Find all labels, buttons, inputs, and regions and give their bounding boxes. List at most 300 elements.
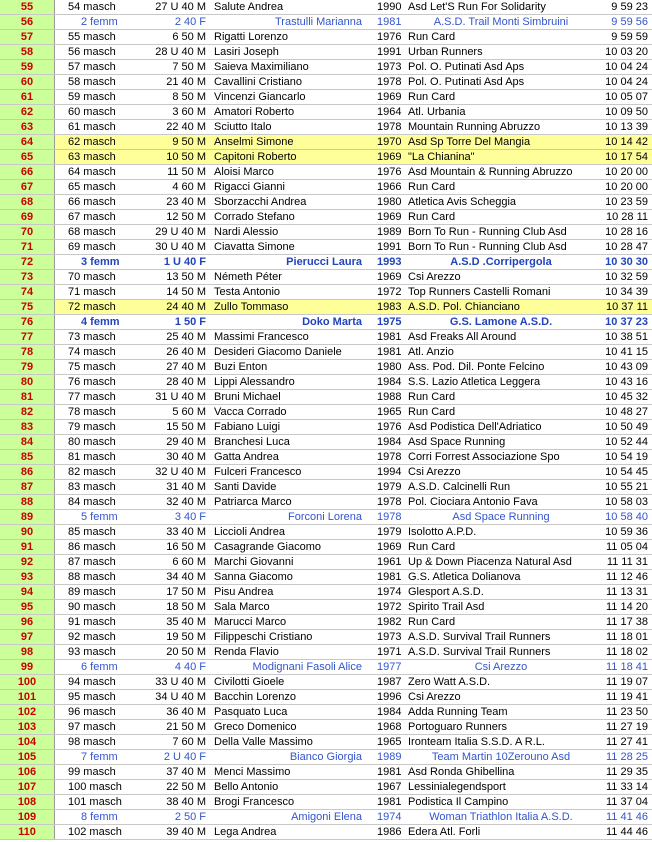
athlete-name-cell: Forconi Lorena xyxy=(212,510,372,525)
birth-year-cell: 1983 xyxy=(372,300,406,315)
club-cell: "La Chianina" xyxy=(406,150,594,165)
finish-time-cell: 11 05 04 xyxy=(594,540,652,555)
club-cell: Atl. Anzio xyxy=(406,345,594,360)
athlete-name-cell: Filippeschi Cristiano xyxy=(212,630,372,645)
position-cell: 94 xyxy=(0,585,55,600)
athlete-name-cell: Testa Antonio xyxy=(212,285,372,300)
club-cell: Top Runners Castelli Romani xyxy=(406,285,594,300)
position-cell: 81 xyxy=(0,390,55,405)
athlete-name-cell: Fabiano Luigi xyxy=(212,420,372,435)
table-row xyxy=(0,60,652,75)
category-code-cell: 24 40 M xyxy=(131,300,212,315)
finish-time-cell: 10 41 15 xyxy=(594,345,652,360)
athlete-name-cell: Amatori Roberto xyxy=(212,105,372,120)
birth-year-cell: 1989 xyxy=(372,225,406,240)
finish-time-cell: 11 19 41 xyxy=(594,690,652,705)
birth-year-cell: 1972 xyxy=(372,285,406,300)
birth-year-cell: 1984 xyxy=(372,435,406,450)
club-cell: Podistica Il Campino xyxy=(406,795,594,810)
birth-year-cell: 1991 xyxy=(372,240,406,255)
category-code-cell: 35 40 M xyxy=(131,615,212,630)
birth-year-cell: 1988 xyxy=(372,390,406,405)
position-cell: 96 xyxy=(0,615,55,630)
club-cell: Pol. O. Putinati Asd Aps xyxy=(406,75,594,90)
athlete-name-cell: Pisu Andrea xyxy=(212,585,372,600)
finish-time-cell: 11 17 38 xyxy=(594,615,652,630)
category-rank-cell: 6 femm xyxy=(55,660,132,675)
club-cell: Team Martin 10Zerouno Asd xyxy=(406,750,594,765)
table-row xyxy=(0,300,652,315)
finish-time-cell: 10 05 07 xyxy=(594,90,652,105)
club-cell: Run Card xyxy=(406,90,594,105)
finish-time-cell: 11 23 50 xyxy=(594,705,652,720)
club-cell: Asd Freaks All Around xyxy=(406,330,594,345)
finish-time-cell: 11 41 46 xyxy=(594,810,652,825)
club-cell: Run Card xyxy=(406,390,594,405)
athlete-name-cell: Della Valle Massimo xyxy=(212,735,372,750)
club-cell: Born To Run - Running Club Asd xyxy=(406,225,594,240)
finish-time-cell: 10 59 36 xyxy=(594,525,652,540)
category-code-cell: 21 40 M xyxy=(131,75,212,90)
category-code-cell: 37 40 M xyxy=(131,765,212,780)
athlete-name-cell: Saieva Maximiliano xyxy=(212,60,372,75)
position-cell: 98 xyxy=(0,645,55,660)
birth-year-cell: 1984 xyxy=(372,705,406,720)
athlete-name-cell: Rigatti Lorenzo xyxy=(212,30,372,45)
birth-year-cell: 1978 xyxy=(372,495,406,510)
birth-year-cell: 1981 xyxy=(372,795,406,810)
table-row xyxy=(0,750,652,765)
table-row xyxy=(0,165,652,180)
category-code-cell: 27 U 40 M xyxy=(131,0,212,15)
athlete-name-cell: Anselmi Simone xyxy=(212,135,372,150)
birth-year-cell: 1967 xyxy=(372,780,406,795)
position-cell: 57 xyxy=(0,30,55,45)
table-row xyxy=(0,645,652,660)
position-cell: 97 xyxy=(0,630,55,645)
finish-time-cell: 10 54 45 xyxy=(594,465,652,480)
category-rank-cell: 98 masch xyxy=(55,735,132,750)
table-row xyxy=(0,810,652,825)
category-code-cell: 17 50 M xyxy=(131,585,212,600)
category-rank-cell: 91 masch xyxy=(55,615,132,630)
category-rank-cell: 73 masch xyxy=(55,330,132,345)
finish-time-cell: 10 58 03 xyxy=(594,495,652,510)
finish-time-cell: 11 14 20 xyxy=(594,600,652,615)
position-cell: 73 xyxy=(0,270,55,285)
category-rank-cell: 4 femm xyxy=(55,315,132,330)
table-row xyxy=(0,45,652,60)
category-rank-cell: 62 masch xyxy=(55,135,132,150)
table-row xyxy=(0,210,652,225)
position-cell: 62 xyxy=(0,105,55,120)
finish-time-cell: 10 50 49 xyxy=(594,420,652,435)
position-cell: 87 xyxy=(0,480,55,495)
club-cell: Asd Ronda Ghibellina xyxy=(406,765,594,780)
finish-time-cell: 10 38 51 xyxy=(594,330,652,345)
athlete-name-cell: Desideri Giacomo Daniele xyxy=(212,345,372,360)
position-cell: 110 xyxy=(0,825,55,840)
table-row xyxy=(0,30,652,45)
category-code-cell: 3 40 F xyxy=(131,510,212,525)
birth-year-cell: 1981 xyxy=(372,330,406,345)
position-cell: 85 xyxy=(0,450,55,465)
category-code-cell: 16 50 M xyxy=(131,540,212,555)
club-cell: Edera Atl. Forli xyxy=(406,825,594,840)
table-row xyxy=(0,720,652,735)
finish-time-cell: 10 28 11 xyxy=(594,210,652,225)
category-code-cell: 27 40 M xyxy=(131,360,212,375)
position-cell: 79 xyxy=(0,360,55,375)
club-cell: Ass. Pod. Dil. Ponte Felcino xyxy=(406,360,594,375)
club-cell: Run Card xyxy=(406,540,594,555)
finish-time-cell: 10 04 24 xyxy=(594,60,652,75)
position-cell: 83 xyxy=(0,420,55,435)
table-row xyxy=(0,255,652,270)
athlete-name-cell: Gatta Andrea xyxy=(212,450,372,465)
category-code-cell: 6 60 M xyxy=(131,555,212,570)
category-rank-cell: 68 masch xyxy=(55,225,132,240)
category-code-cell: 31 40 M xyxy=(131,480,212,495)
club-cell: Run Card xyxy=(406,405,594,420)
position-cell: 93 xyxy=(0,570,55,585)
position-cell: 72 xyxy=(0,255,55,270)
category-code-cell: 34 40 M xyxy=(131,570,212,585)
position-cell: 67 xyxy=(0,180,55,195)
athlete-name-cell: Liccioli Andrea xyxy=(212,525,372,540)
category-rank-cell: 97 masch xyxy=(55,720,132,735)
club-cell: Pol. O. Putinati Asd Aps xyxy=(406,60,594,75)
category-code-cell: 4 60 M xyxy=(131,180,212,195)
position-cell: 78 xyxy=(0,345,55,360)
table-row xyxy=(0,660,652,675)
position-cell: 108 xyxy=(0,795,55,810)
category-code-cell: 34 U 40 M xyxy=(131,690,212,705)
category-rank-cell: 92 masch xyxy=(55,630,132,645)
finish-time-cell: 10 58 40 xyxy=(594,510,652,525)
club-cell: Asd Space Running xyxy=(406,435,594,450)
birth-year-cell: 1978 xyxy=(372,75,406,90)
birth-year-cell: 1994 xyxy=(372,465,406,480)
category-code-cell: 29 U 40 M xyxy=(131,225,212,240)
table-row xyxy=(0,795,652,810)
birth-year-cell: 1991 xyxy=(372,45,406,60)
birth-year-cell: 1981 xyxy=(372,15,406,30)
category-code-cell: 15 50 M xyxy=(131,420,212,435)
position-cell: 74 xyxy=(0,285,55,300)
table-row xyxy=(0,675,652,690)
finish-time-cell: 10 17 54 xyxy=(594,150,652,165)
athlete-name-cell: Rigacci Gianni xyxy=(212,180,372,195)
finish-time-cell: 10 43 16 xyxy=(594,375,652,390)
category-rank-cell: 72 masch xyxy=(55,300,132,315)
category-rank-cell: 77 masch xyxy=(55,390,132,405)
club-cell: Csi Arezzo xyxy=(406,270,594,285)
athlete-name-cell: Zullo Tommaso xyxy=(212,300,372,315)
athlete-name-cell: Sala Marco xyxy=(212,600,372,615)
club-cell: G.S. Lamone A.S.D. xyxy=(406,315,594,330)
position-cell: 88 xyxy=(0,495,55,510)
category-rank-cell: 86 masch xyxy=(55,540,132,555)
category-rank-cell: 84 masch xyxy=(55,495,132,510)
category-rank-cell: 54 masch xyxy=(55,0,132,15)
finish-time-cell: 10 04 24 xyxy=(594,75,652,90)
finish-time-cell: 11 27 41 xyxy=(594,735,652,750)
club-cell: Spirito Trail Asd xyxy=(406,600,594,615)
category-rank-cell: 3 femm xyxy=(55,255,132,270)
table-row xyxy=(0,180,652,195)
table-row xyxy=(0,195,652,210)
table-row xyxy=(0,615,652,630)
table-row xyxy=(0,480,652,495)
birth-year-cell: 1975 xyxy=(372,315,406,330)
category-rank-cell: 85 masch xyxy=(55,525,132,540)
birth-year-cell: 1973 xyxy=(372,60,406,75)
category-code-cell: 21 50 M xyxy=(131,720,212,735)
birth-year-cell: 1990 xyxy=(372,0,406,15)
position-cell: 70 xyxy=(0,225,55,240)
birth-year-cell: 1978 xyxy=(372,120,406,135)
category-code-cell: 39 40 M xyxy=(131,825,212,840)
athlete-name-cell: Sciutto Italo xyxy=(212,120,372,135)
athlete-name-cell: Vincenzi Giancarlo xyxy=(212,90,372,105)
athlete-name-cell: Bruni Michael xyxy=(212,390,372,405)
table-row xyxy=(0,90,652,105)
position-cell: 105 xyxy=(0,750,55,765)
position-cell: 99 xyxy=(0,660,55,675)
birth-year-cell: 1977 xyxy=(372,660,406,675)
category-code-cell: 3 60 M xyxy=(131,105,212,120)
birth-year-cell: 1974 xyxy=(372,585,406,600)
position-cell: 80 xyxy=(0,375,55,390)
birth-year-cell: 1980 xyxy=(372,195,406,210)
position-cell: 82 xyxy=(0,405,55,420)
finish-time-cell: 10 20 00 xyxy=(594,180,652,195)
table-row xyxy=(0,600,652,615)
category-code-cell: 32 U 40 M xyxy=(131,465,212,480)
category-code-cell: 11 50 M xyxy=(131,165,212,180)
finish-time-cell: 10 37 23 xyxy=(594,315,652,330)
table-row xyxy=(0,510,652,525)
table-row xyxy=(0,735,652,750)
club-cell: Asd Sp Torre Del Mangia xyxy=(406,135,594,150)
position-cell: 102 xyxy=(0,705,55,720)
club-cell: Corri Forrest Associazione Spo xyxy=(406,450,594,465)
table-row xyxy=(0,135,652,150)
category-rank-cell: 93 masch xyxy=(55,645,132,660)
table-row xyxy=(0,360,652,375)
category-rank-cell: 78 masch xyxy=(55,405,132,420)
birth-year-cell: 1970 xyxy=(372,135,406,150)
club-cell: A.S.D. Calcinelli Run xyxy=(406,480,594,495)
athlete-name-cell: Bello Antonio xyxy=(212,780,372,795)
finish-time-cell: 10 52 44 xyxy=(594,435,652,450)
athlete-name-cell: Fulceri Francesco xyxy=(212,465,372,480)
club-cell: A.S.D .Corripergola xyxy=(406,255,594,270)
finish-time-cell: 11 29 35 xyxy=(594,765,652,780)
athlete-name-cell: Amigoni Elena xyxy=(212,810,372,825)
athlete-name-cell: Bianco Giorgia xyxy=(212,750,372,765)
table-row xyxy=(0,330,652,345)
category-code-cell: 32 40 M xyxy=(131,495,212,510)
club-cell: S.S. Lazio Atletica Leggera xyxy=(406,375,594,390)
table-row xyxy=(0,690,652,705)
table-row xyxy=(0,570,652,585)
category-code-cell: 29 40 M xyxy=(131,435,212,450)
birth-year-cell: 1979 xyxy=(372,480,406,495)
club-cell: Asd Mountain & Running Abruzzo xyxy=(406,165,594,180)
birth-year-cell: 1965 xyxy=(372,405,406,420)
category-code-cell: 18 50 M xyxy=(131,600,212,615)
club-cell: Mountain Running Abruzzo xyxy=(406,120,594,135)
birth-year-cell: 1984 xyxy=(372,375,406,390)
club-cell: A.S.D. Survival Trail Runners xyxy=(406,630,594,645)
birth-year-cell: 1973 xyxy=(372,630,406,645)
athlete-name-cell: Branchesi Luca xyxy=(212,435,372,450)
category-code-cell: 2 U 40 F xyxy=(131,750,212,765)
table-row xyxy=(0,105,652,120)
athlete-name-cell: Pierucci Laura xyxy=(212,255,372,270)
athlete-name-cell: Brogi Francesco xyxy=(212,795,372,810)
position-cell: 64 xyxy=(0,135,55,150)
category-rank-cell: 83 masch xyxy=(55,480,132,495)
club-cell: Asd Podistica Dell'Adriatico xyxy=(406,420,594,435)
category-code-cell: 31 U 40 M xyxy=(131,390,212,405)
position-cell: 58 xyxy=(0,45,55,60)
category-rank-cell: 58 masch xyxy=(55,75,132,90)
finish-time-cell: 10 37 11 xyxy=(594,300,652,315)
birth-year-cell: 1976 xyxy=(372,420,406,435)
category-code-cell: 5 60 M xyxy=(131,405,212,420)
birth-year-cell: 1978 xyxy=(372,450,406,465)
athlete-name-cell: Civilotti Gioele xyxy=(212,675,372,690)
table-row xyxy=(0,420,652,435)
finish-time-cell: 10 28 16 xyxy=(594,225,652,240)
finish-time-cell: 11 12 46 xyxy=(594,570,652,585)
club-cell: Lessinialegendsport xyxy=(406,780,594,795)
club-cell: Asd Space Running xyxy=(406,510,594,525)
category-rank-cell: 8 femm xyxy=(55,810,132,825)
category-rank-cell: 66 masch xyxy=(55,195,132,210)
birth-year-cell: 1981 xyxy=(372,345,406,360)
birth-year-cell: 1971 xyxy=(372,645,406,660)
athlete-name-cell: Santi Davide xyxy=(212,480,372,495)
finish-time-cell: 11 18 41 xyxy=(594,660,652,675)
club-cell: A.S.D. Pol. Chianciano xyxy=(406,300,594,315)
position-cell: 56 xyxy=(0,15,55,30)
athlete-name-cell: Aloisi Marco xyxy=(212,165,372,180)
finish-time-cell: 9 59 56 xyxy=(594,15,652,30)
table-row xyxy=(0,240,652,255)
position-cell: 75 xyxy=(0,300,55,315)
athlete-name-cell: Németh Péter xyxy=(212,270,372,285)
category-code-cell: 38 40 M xyxy=(131,795,212,810)
table-row xyxy=(0,525,652,540)
category-rank-cell: 89 masch xyxy=(55,585,132,600)
athlete-name-cell: Massimi Francesco xyxy=(212,330,372,345)
category-code-cell: 22 40 M xyxy=(131,120,212,135)
birth-year-cell: 1969 xyxy=(372,540,406,555)
table-row xyxy=(0,555,652,570)
category-rank-cell: 82 masch xyxy=(55,465,132,480)
athlete-name-cell: Cavallini Cristiano xyxy=(212,75,372,90)
finish-time-cell: 10 32 59 xyxy=(594,270,652,285)
table-row xyxy=(0,540,652,555)
birth-year-cell: 1982 xyxy=(372,615,406,630)
category-code-cell: 13 50 M xyxy=(131,270,212,285)
club-cell: Run Card xyxy=(406,180,594,195)
position-cell: 106 xyxy=(0,765,55,780)
category-code-cell: 36 40 M xyxy=(131,705,212,720)
club-cell: Asd Let'S Run For Solidarity xyxy=(406,0,594,15)
category-rank-cell: 90 masch xyxy=(55,600,132,615)
category-rank-cell: 69 masch xyxy=(55,240,132,255)
birth-year-cell: 1979 xyxy=(372,525,406,540)
category-code-cell: 33 U 40 M xyxy=(131,675,212,690)
birth-year-cell: 1974 xyxy=(372,810,406,825)
category-code-cell: 30 40 M xyxy=(131,450,212,465)
athlete-name-cell: Menci Massimo xyxy=(212,765,372,780)
club-cell: Portoguaro Runners xyxy=(406,720,594,735)
athlete-name-cell: Marchi Giovanni xyxy=(212,555,372,570)
birth-year-cell: 1969 xyxy=(372,270,406,285)
category-rank-cell: 57 masch xyxy=(55,60,132,75)
finish-time-cell: 11 44 46 xyxy=(594,825,652,840)
category-rank-cell: 5 femm xyxy=(55,510,132,525)
position-cell: 65 xyxy=(0,150,55,165)
category-code-cell: 26 40 M xyxy=(131,345,212,360)
table-row xyxy=(0,285,652,300)
club-cell: Ironteam Italia S.S.D. A R.L. xyxy=(406,735,594,750)
category-rank-cell: 74 masch xyxy=(55,345,132,360)
athlete-name-cell: Renda Flavio xyxy=(212,645,372,660)
finish-time-cell: 10 55 21 xyxy=(594,480,652,495)
finish-time-cell: 11 27 19 xyxy=(594,720,652,735)
category-rank-cell: 101 masch xyxy=(55,795,132,810)
table-row xyxy=(0,120,652,135)
athlete-name-cell: Ciavatta Simone xyxy=(212,240,372,255)
position-cell: 95 xyxy=(0,600,55,615)
position-cell: 77 xyxy=(0,330,55,345)
birth-year-cell: 1964 xyxy=(372,105,406,120)
category-rank-cell: 55 masch xyxy=(55,30,132,45)
birth-year-cell: 1986 xyxy=(372,825,406,840)
club-cell: Adda Running Team xyxy=(406,705,594,720)
category-rank-cell: 2 femm xyxy=(55,15,132,30)
birth-year-cell: 1981 xyxy=(372,570,406,585)
position-cell: 86 xyxy=(0,465,55,480)
category-code-cell: 22 50 M xyxy=(131,780,212,795)
position-cell: 91 xyxy=(0,540,55,555)
birth-year-cell: 1969 xyxy=(372,150,406,165)
club-cell: Isolotto A.P.D. xyxy=(406,525,594,540)
table-row xyxy=(0,780,652,795)
finish-time-cell: 10 03 20 xyxy=(594,45,652,60)
athlete-name-cell: Pasquato Luca xyxy=(212,705,372,720)
finish-time-cell: 11 18 01 xyxy=(594,630,652,645)
position-cell: 55 xyxy=(0,0,55,15)
birth-year-cell: 1980 xyxy=(372,360,406,375)
club-cell: Urban Runners xyxy=(406,45,594,60)
position-cell: 76 xyxy=(0,315,55,330)
category-rank-cell: 76 masch xyxy=(55,375,132,390)
finish-time-cell: 10 20 00 xyxy=(594,165,652,180)
category-rank-cell: 102 masch xyxy=(55,825,132,840)
table-row xyxy=(0,375,652,390)
category-rank-cell: 96 masch xyxy=(55,705,132,720)
club-cell: Zero Watt A.S.D. xyxy=(406,675,594,690)
athlete-name-cell: Lasiri Joseph xyxy=(212,45,372,60)
